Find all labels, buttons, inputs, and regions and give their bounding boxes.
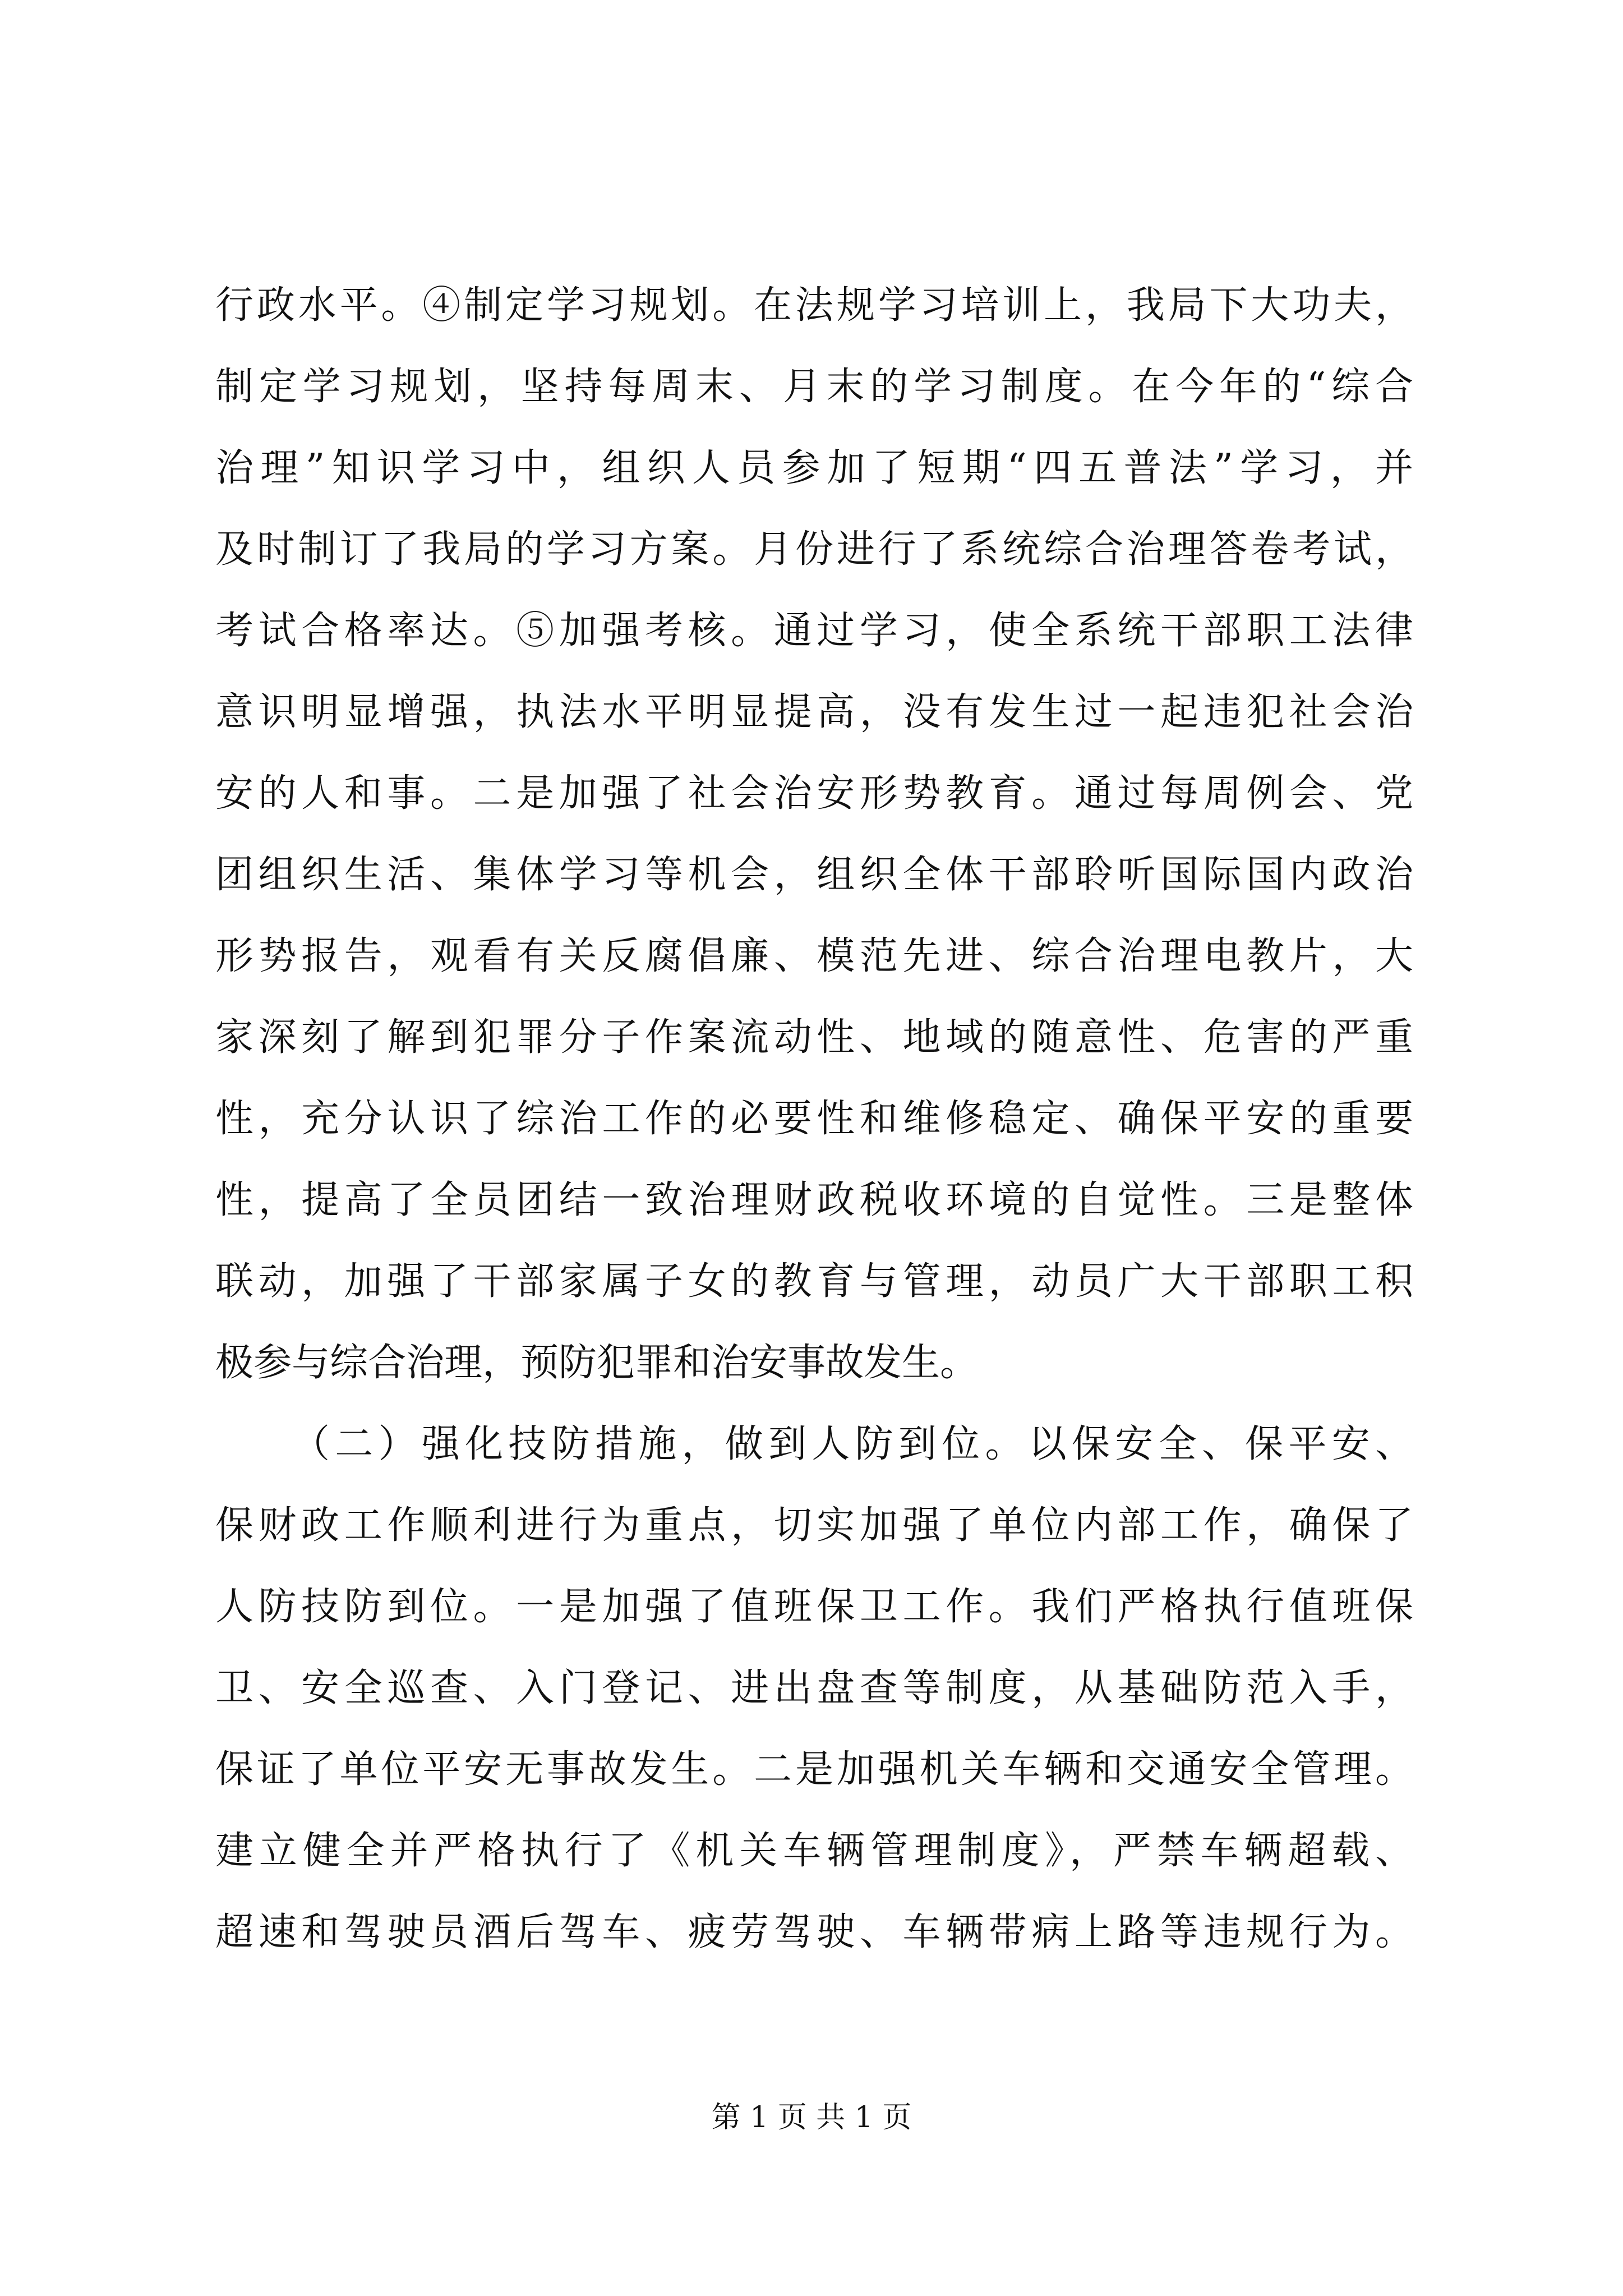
text-line: 行政水平。④制定学习规划。在法规学习培训上，我局下大功夫，	[215, 283, 1413, 328]
text-line: 意识明显增强，执法水平明显提高，没有发生过一起违犯社会治	[215, 690, 1413, 734]
text-line: 考试合格率达。⑤加强考核。通过学习，使全系统干部职工法律	[215, 609, 1413, 653]
page-footer	[0, 2095, 1623, 2140]
text-line: 安的人和事。二是加强了社会治安形势教育。通过每周例会、党	[215, 771, 1413, 816]
text-line: 极参与综合治理，预防犯罪和治安事故发生。	[215, 1341, 979, 1385]
text-line: 人防技防到位。一是加强了值班保卫工作。我们严格执行值班保	[215, 1585, 1413, 1629]
text-line: 保财政工作顺利进行为重点，切实加强了单位内部工作，确保了	[215, 1503, 1413, 1548]
text-line: 家深刻了解到犯罪分子作案流动性、地域的随意性、危害的严重	[215, 1015, 1413, 1060]
text-line: 制定学习规划，坚持每周末、月末的学习制度。在今年的“综合	[215, 365, 1413, 409]
text-line: 性，充分认识了综治工作的必要性和维修稳定、确保平安的重要	[215, 1097, 1413, 1141]
text-line: 保证了单位平安无事故发生。二是加强机关车辆和交通安全管理。	[215, 1747, 1413, 1792]
text-line: 建立健全并严格执行了《机关车辆管理制度》，严禁车辆超载、	[215, 1829, 1413, 1873]
text-line: 及时制订了我局的学习方案。月份进行了系统综合治理答卷考试，	[215, 527, 1413, 572]
text-line: 联动，加强了干部家属子女的教育与管理，动员广大干部职工积	[215, 1259, 1413, 1304]
paragraph-heading-line: （二）强化技防措施，做到人防到位。以保安全、保平安、	[292, 1422, 1413, 1466]
text-line: 治理”知识学习中，组织人员参加了短期“四五普法”学习，并	[215, 446, 1413, 490]
text-line: 团组织生活、集体学习等机会，组织全体干部聆听国际国内政治	[215, 853, 1413, 897]
text-line: 性，提高了全员团结一致治理财政税收环境的自觉性。三是整体	[215, 1178, 1413, 1222]
text-line: 形势报告，观看有关反腐倡廉、模范先进、综合治理电教片，大	[215, 934, 1413, 978]
document-body	[215, 265, 1413, 1973]
page-number-label: 第 1 页 共 1 页	[711, 2101, 912, 2134]
text-line: 卫、安全巡查、入门登记、进出盘查等制度，从基础防范入手，	[215, 1666, 1413, 1710]
text-line: 超速和驾驶员酒后驾车、疲劳驾驶、车辆带病上路等违规行为。	[215, 1910, 1413, 1954]
